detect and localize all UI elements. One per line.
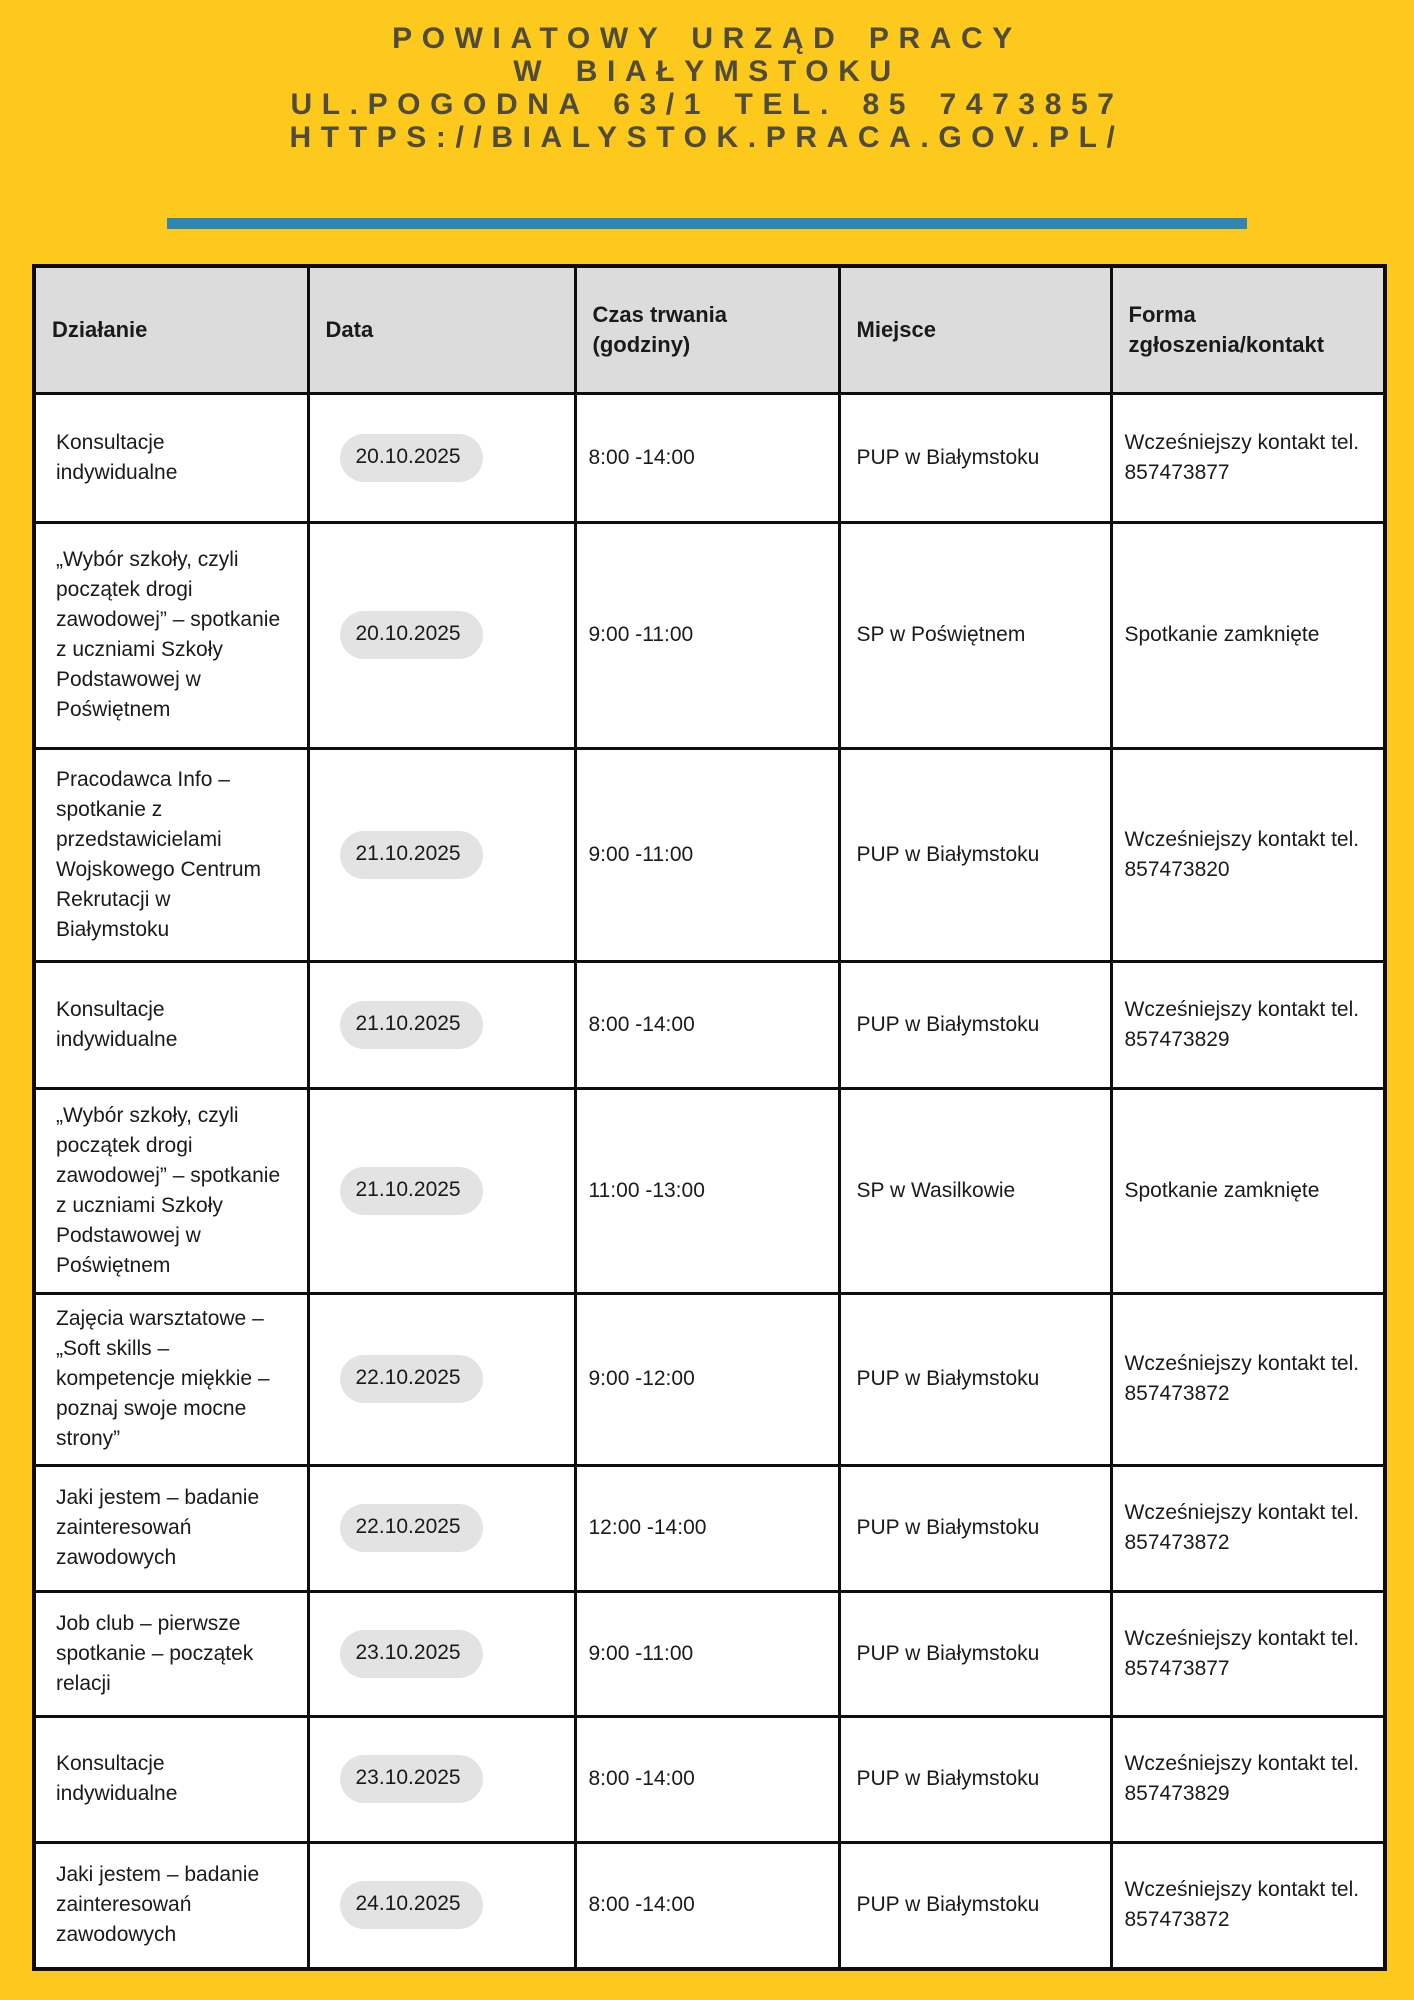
date-pill: 22.10.2025 [340,1504,483,1552]
cell-contact-form: Wcześniejszy kontakt tel. 857473829 [1111,961,1385,1088]
cell-activity: „Wybór szkoły, czyli początek drogi zawodowej” – spotkanie z uczniami Szkoły Podstawowej w Poświętnem [34,1088,308,1293]
column-header-dzialanie: Działanie [34,266,308,393]
cell-duration: 9:00 -12:00 [575,1293,839,1465]
cell-date [308,393,575,522]
cell-activity: Konsultacje indywidualne [34,1716,308,1842]
table-row [34,1716,1385,1842]
cell-contact-form: Spotkanie zamknięte [1111,522,1385,748]
cell-place: PUP w Białymstoku [839,1591,1111,1716]
cell-activity: Zajęcia warsztatowe – „Soft skills – kompetencje miękkie – poznaj swoje mocne strony” [34,1293,308,1465]
cell-duration: 8:00 -14:00 [575,393,839,522]
column-header-czas-trwania: Czas trwania (godziny) [575,266,839,393]
cell-contact-form: Wcześniejszy kontakt tel. 857473829 [1111,1716,1385,1842]
cell-place: PUP w Białymstoku [839,961,1111,1088]
cell-contact-form: Wcześniejszy kontakt tel. 857473872 [1111,1842,1385,1969]
cell-duration: 12:00 -14:00 [575,1465,839,1591]
cell-date [308,1716,575,1842]
cell-duration: 9:00 -11:00 [575,748,839,961]
table-row [34,522,1385,748]
org-name-line-1: POWIATOWY URZĄD PRACY [392,22,1022,55]
cell-contact-form: Wcześniejszy kontakt tel. 857473877 [1111,1591,1385,1716]
divider-bar [167,218,1247,229]
table-row [34,1591,1385,1716]
table-row [34,961,1385,1088]
cell-contact-form: Wcześniejszy kontakt tel. 857473872 [1111,1293,1385,1465]
org-name-line-2: W BIAŁYMSTOKU [513,55,901,88]
table-row [34,1088,1385,1293]
schedule-table [32,264,1387,1971]
cell-place: PUP w Białymstoku [839,1465,1111,1591]
date-pill: 21.10.2025 [340,831,483,879]
cell-place: PUP w Białymstoku [839,1842,1111,1969]
table-row [34,393,1385,522]
cell-date [308,1465,575,1591]
table-row [34,1293,1385,1465]
table-row [34,1465,1385,1591]
cell-duration: 8:00 -14:00 [575,961,839,1088]
cell-date [308,1591,575,1716]
cell-contact-form: Wcześniejszy kontakt tel. 857473877 [1111,393,1385,522]
cell-activity: Konsultacje indywidualne [34,961,308,1088]
cell-date [308,748,575,961]
cell-activity: Pracodawca Info – spotkanie z przedstawicielami Wojskowego Centrum Rekrutacji w Białymstoku [34,748,308,961]
cell-date [308,1293,575,1465]
org-website: HTTPS://BIALYSTOK.PRACA.GOV.PL/ [289,121,1125,154]
column-header-forma-zgloszenia: Forma zgłoszenia/kontakt [1111,266,1385,393]
cell-contact-form: Spotkanie zamknięte [1111,1088,1385,1293]
schedule-table-body [34,393,1385,1969]
cell-duration: 8:00 -14:00 [575,1842,839,1969]
cell-activity: Job club – pierwsze spotkanie – początek relacji [34,1591,308,1716]
cell-duration: 9:00 -11:00 [575,1591,839,1716]
cell-place: SP w Poświętnem [839,522,1111,748]
cell-place: PUP w Białymstoku [839,748,1111,961]
cell-activity: Jaki jestem – badanie zainteresowań zawodowych [34,1842,308,1969]
cell-date [308,1842,575,1969]
cell-activity: Jaki jestem – badanie zainteresowań zawodowych [34,1465,308,1591]
cell-activity: „Wybór szkoły, czyli początek drogi zawodowej” – spotkanie z uczniami Szkoły Podstawowej w Poświętnem [34,522,308,748]
cell-place: PUP w Białymstoku [839,393,1111,522]
date-pill: 21.10.2025 [340,1167,483,1215]
cell-duration: 8:00 -14:00 [575,1716,839,1842]
poster-header [0,0,1414,154]
cell-place: PUP w Białymstoku [839,1716,1111,1842]
date-pill: 20.10.2025 [340,434,483,482]
column-header-data: Data [308,266,575,393]
cell-duration: 9:00 -11:00 [575,522,839,748]
cell-contact-form: Wcześniejszy kontakt tel. 857473820 [1111,748,1385,961]
cell-date [308,522,575,748]
table-row [34,748,1385,961]
date-pill: 23.10.2025 [340,1630,483,1678]
column-header-miejsce: Miejsce [839,266,1111,393]
cell-date [308,1088,575,1293]
cell-place: PUP w Białymstoku [839,1293,1111,1465]
cell-contact-form: Wcześniejszy kontakt tel. 857473872 [1111,1465,1385,1591]
cell-place: SP w Wasilkowie [839,1088,1111,1293]
cell-activity: Konsultacje indywidualne [34,393,308,522]
org-address-phone: UL.POGODNA 63/1 TEL. 85 7473857 [290,88,1124,121]
table-header-row [34,266,1385,393]
date-pill: 20.10.2025 [340,611,483,659]
table-row [34,1842,1385,1969]
date-pill: 24.10.2025 [340,1881,483,1929]
cell-duration: 11:00 -13:00 [575,1088,839,1293]
cell-date [308,961,575,1088]
date-pill: 23.10.2025 [340,1755,483,1803]
date-pill: 22.10.2025 [340,1355,483,1403]
date-pill: 21.10.2025 [340,1001,483,1049]
